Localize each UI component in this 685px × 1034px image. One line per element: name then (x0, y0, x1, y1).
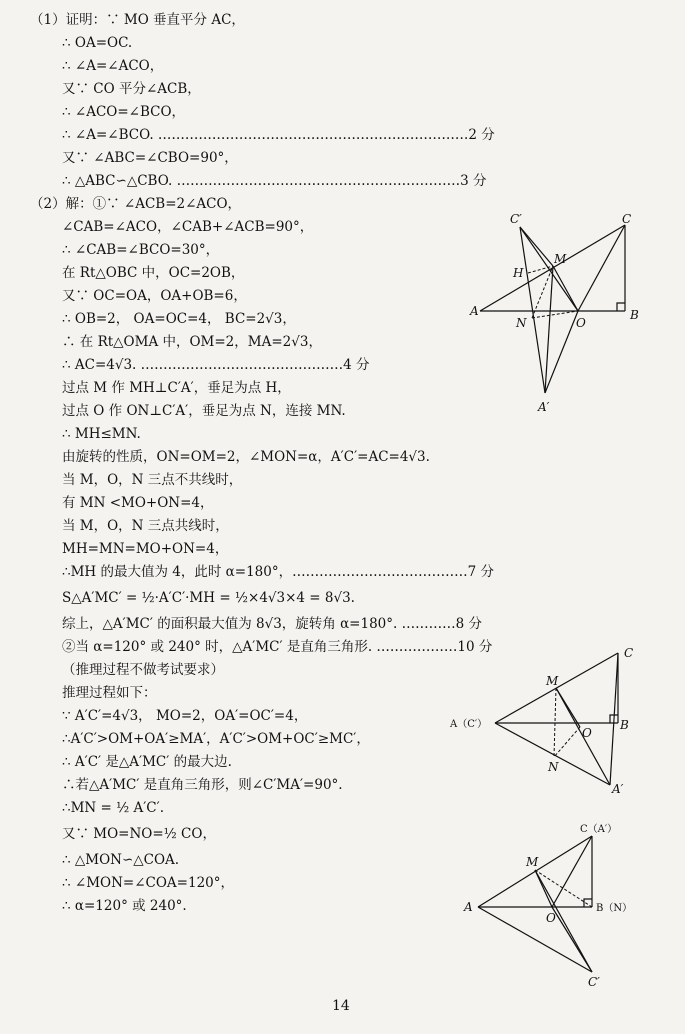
part1-line-2: ∴ OA=OC. (62, 35, 133, 51)
part1-line-4: 又∵ CO 平分∠ACB， (62, 81, 201, 97)
part2-line-10: 过点 O 作 ON⊥C′A′，垂足为点 N，连接 MN. (62, 403, 346, 419)
label-c-prime: C′ (510, 212, 522, 226)
part2-line-2: ∠CAB=∠ACO，∠CAB+∠ACB=90°， (62, 219, 314, 235)
part2-line-12: 由旋转的性质，ON=OM=2，∠MON=α，A′C′=AC=4√3. (62, 449, 430, 465)
part2-line-16: MH=MN=MO+ON=4， (62, 541, 229, 557)
label-b: B (620, 718, 629, 732)
label-c: C (622, 212, 632, 226)
label-o: O (546, 911, 556, 925)
label-o: O (576, 316, 586, 330)
part2-line-31: ∴ α=120° 或 240°. (62, 898, 187, 914)
part2-line-17: ∴MH 的最大值为 4，此时 α=180°，…………………………………7 分 (62, 564, 494, 580)
part2-line-7: ∴ 在 Rt△OMA 中，OM=2，MA=2√3， (62, 334, 322, 350)
segment-mo (553, 266, 578, 311)
part2-line-9: 过点 M 作 MH⊥C′A′，垂足为点 H， (62, 380, 291, 396)
part2-line-6: ∴ OB=2， OA=OC=4， BC=2√3， (62, 311, 296, 327)
part2-line-3: ∴ ∠CAB=∠BCO=30°， (62, 242, 220, 258)
part1-line-3: ∴ ∠A=∠ACO， (62, 58, 164, 74)
part1-line-5: ∴ ∠ACO=∠BCO， (62, 104, 186, 120)
segment-ma1 (545, 266, 553, 393)
part2-line-30: ∴ ∠MON=∠COA=120°， (62, 875, 234, 891)
part2-line-15: 当 M，O，N 三点共线时， (62, 518, 229, 534)
part2-line-1: （2）解：①∵ ∠ACB=2∠ACO， (30, 196, 242, 212)
label-a-prime: A′ (538, 400, 550, 414)
part2-line-20: ②当 α=120° 或 240° 时，△A′MC′ 是直角三角形. ………………10 分 (62, 639, 493, 655)
part2-line-26: ∴若△A′MC′ 是直角三角形，则∠C′MA′=90°. (62, 777, 343, 793)
label-m: M (546, 674, 559, 688)
label-h: H (513, 266, 524, 280)
label-a-c-prime: A（C′） (450, 719, 488, 730)
part2-line-13: 当 M，O，N 三点不共线时， (62, 472, 243, 488)
label-a: A (464, 900, 473, 914)
label-a-prime: A′ (612, 782, 624, 796)
part2-line-27: ∴MN = ½ A′C′. (62, 800, 164, 816)
label-o: O (582, 726, 592, 740)
label-n: N (516, 316, 527, 330)
part2-line-23: ∵ A′C′=4√3， MO=2，OA′=OC′=4， (62, 708, 308, 724)
segment-no (532, 311, 578, 318)
segment-ac1 (478, 907, 592, 972)
label-n: N (548, 760, 559, 774)
label-c-prime: C′ (588, 975, 600, 989)
part1-line-1: （1）证明：∵ MO 垂直平分 AC， (30, 12, 245, 28)
label-c-a-prime: C（A′） (580, 824, 618, 835)
part2-line-14: 有 MN <MO+ON=4， (62, 495, 214, 511)
part1-line-6: ∴ ∠A=∠BCO. ……………………………………………………………2 分 (62, 127, 495, 143)
part2-line-22: 推理过程如下： (62, 685, 157, 701)
label-c: C (624, 646, 634, 660)
figure-2-diagram (450, 645, 640, 795)
segment-co (552, 836, 592, 907)
label-a: A (470, 304, 479, 318)
part2-line-24: ∴A′C′>OM+OA′≥MA′，A′C′>OM+OC′≥MC′， (62, 731, 370, 747)
part2-line-4: 在 Rt△OBC 中，OC=2OB， (62, 265, 245, 281)
segment-ca1 (610, 653, 618, 785)
label-m: M (526, 855, 539, 869)
part2-line-5: 又∵ OC=OA，OA+OB=6， (62, 288, 247, 304)
segment-c1o (520, 227, 578, 311)
figure-3-diagram (462, 822, 642, 987)
part2-line-28: 又∵ MO=NO=½ CO， (62, 826, 216, 842)
part2-line-18: S△A′MC′ = ½·A′C′·MH = ½×4√3×4 = 8√3. (62, 590, 355, 606)
segment-co (578, 225, 625, 311)
label-b-n: B（N） (596, 903, 633, 914)
segment-mc1 (535, 870, 592, 972)
part2-line-25: ∴ A′C′ 是△A′MC′ 的最大边. (62, 754, 232, 770)
page-number: 14 (332, 998, 350, 1014)
label-m: M (554, 252, 567, 266)
part1-line-8: ∴ △ABC∽△CBO. ………………………………………………………3 分 (62, 173, 487, 189)
part2-line-19: 综上，△A′MC′ 的面积最大值为 8√3，旋转角 α=180°. …………8 分 (62, 616, 482, 632)
figure-1-diagram (470, 212, 645, 415)
part2-line-8: ∴ AC=4√3. ………………………………………4 分 (62, 357, 370, 373)
label-b: B (630, 308, 639, 322)
part2-line-11: ∴ MH≤MN. (62, 426, 141, 442)
part1-line-7: 又∵ ∠ABC=∠CBO=90°， (62, 150, 238, 166)
part2-line-29: ∴ △MON∽△COA. (62, 852, 180, 868)
part2-line-21: （推理过程不做考试要求） (62, 662, 224, 678)
right-angle-b (617, 303, 625, 311)
segment-on (554, 727, 580, 757)
